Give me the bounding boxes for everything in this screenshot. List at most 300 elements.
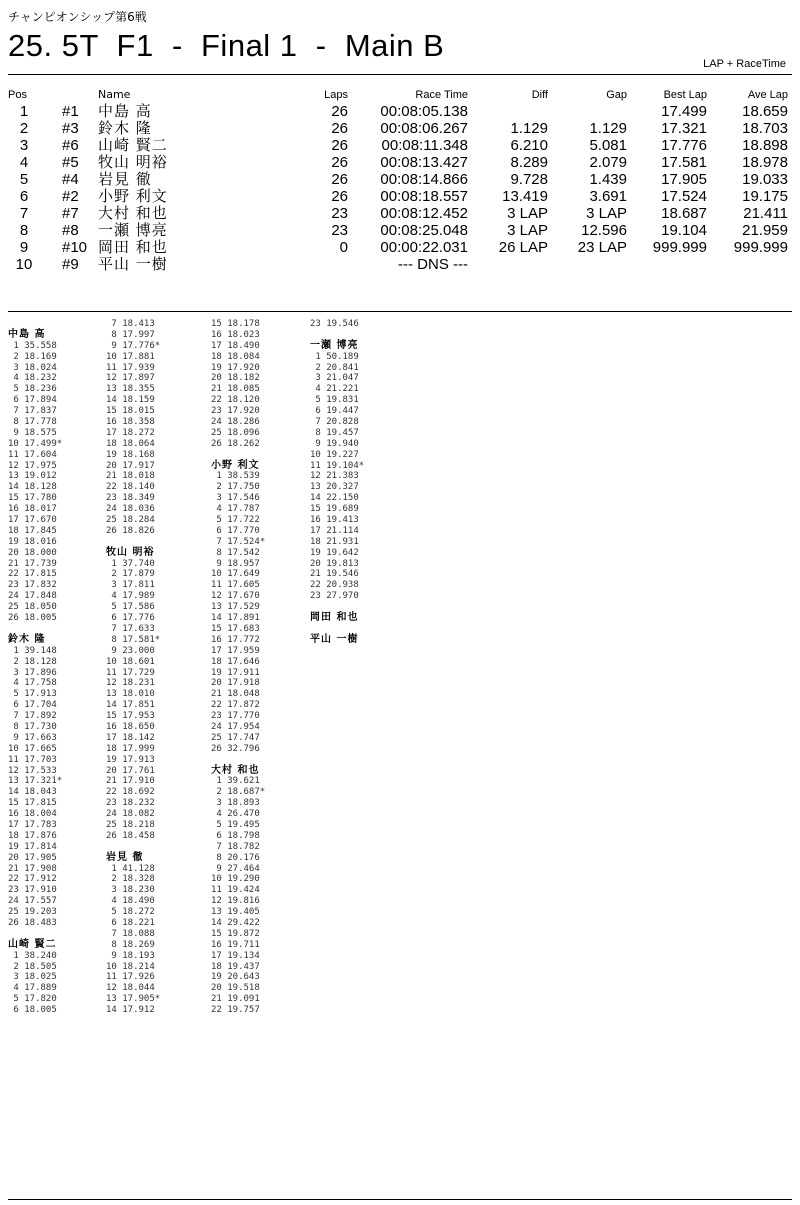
lap-time-entry: 5 17.820 bbox=[8, 994, 57, 1005]
lap-time-entry: 5 19.831 bbox=[310, 395, 359, 406]
lap-time-entry: 18 17.646 bbox=[211, 656, 260, 667]
result-time: 00:08:05.138 bbox=[380, 103, 468, 120]
result-laps: 26 bbox=[331, 103, 348, 120]
result-gap: 23 LAP bbox=[577, 239, 627, 256]
lap-time-entry: 6 17.776 bbox=[106, 613, 155, 624]
result-time: 00:08:11.348 bbox=[381, 137, 468, 154]
lap-time-entry: 1 50.189 bbox=[310, 351, 359, 362]
lap-time-entry: 25 18.096 bbox=[211, 427, 260, 438]
result-gap: 3 LAP bbox=[586, 205, 627, 222]
result-diff: 8.289 bbox=[510, 154, 548, 171]
result-laps: 23 bbox=[331, 222, 348, 239]
result-name: 大村 和也 bbox=[98, 204, 168, 222]
lap-time-entry: 13 17.905* bbox=[106, 994, 161, 1005]
lap-time-entry: 15 17.780 bbox=[8, 493, 57, 504]
lap-time-entry: 19 17.913 bbox=[106, 754, 155, 765]
result-time: 00:08:13.427 bbox=[380, 154, 468, 171]
result-best: 17.581 bbox=[661, 154, 707, 171]
lap-time-entry: 19 19.642 bbox=[310, 547, 359, 558]
lap-time-entry: 25 18.218 bbox=[106, 819, 155, 830]
footer-divider bbox=[8, 1199, 792, 1200]
lap-time-entry: 15 19.872 bbox=[211, 928, 260, 939]
lap-time-entry: 11 17.926 bbox=[106, 972, 155, 983]
lap-time-entry: 13 20.327 bbox=[310, 482, 359, 493]
lap-time-entry: 2 17.879 bbox=[106, 569, 155, 580]
lap-time-entry: 3 17.811 bbox=[106, 580, 155, 591]
lap-time-entry: 4 26.470 bbox=[211, 809, 260, 820]
report-mode-label: LAP + RaceTime bbox=[703, 58, 786, 70]
lap-time-entry: 14 22.150 bbox=[310, 493, 359, 504]
lap-time-entry: 14 18.128 bbox=[8, 482, 57, 493]
lap-time-entry: 10 17.649 bbox=[211, 569, 260, 580]
lap-time-entry: 4 18.232 bbox=[8, 373, 57, 384]
result-gap: 3.691 bbox=[589, 188, 627, 205]
col-bestlap-header: Best Lap bbox=[663, 89, 707, 101]
lap-time-entry: 17 18.490 bbox=[211, 340, 260, 351]
col-pos-header: Pos bbox=[8, 89, 27, 101]
result-pos: 9 bbox=[19, 239, 29, 256]
lap-time-entry: 3 18.024 bbox=[8, 362, 57, 373]
lap-time-entry: 24 18.286 bbox=[211, 417, 260, 428]
result-diff: 13.419 bbox=[502, 188, 548, 205]
lap-time-entry: 5 17.722 bbox=[211, 515, 260, 526]
lap-time-entry: 21 17.910 bbox=[106, 776, 155, 787]
lap-time-entry: 8 18.269 bbox=[106, 939, 155, 950]
lap-time-entry: 25 17.747 bbox=[211, 732, 260, 743]
lap-time-entry: 9 19.940 bbox=[310, 438, 359, 449]
lap-time-entry: 5 17.913 bbox=[8, 689, 57, 700]
lap-time-entry: 1 38.240 bbox=[8, 950, 57, 961]
lap-time-entry: 1 39.148 bbox=[8, 645, 57, 656]
lap-time-entry: 8 19.457 bbox=[310, 427, 359, 438]
lap-time-entry: 1 35.558 bbox=[8, 340, 57, 351]
result-row bbox=[0, 171, 800, 188]
lap-time-entry: 22 19.757 bbox=[211, 1005, 260, 1016]
lap-time-entry: 16 18.650 bbox=[106, 721, 155, 732]
lap-time-entry: 10 19.290 bbox=[211, 874, 260, 885]
results-header-row bbox=[0, 87, 800, 103]
result-row bbox=[0, 137, 800, 154]
result-name: 小野 利文 bbox=[98, 187, 168, 205]
lap-time-entry: 16 18.017 bbox=[8, 504, 57, 515]
lap-time-entry: 17 17.783 bbox=[8, 819, 57, 830]
lap-time-entry: 7 18.782 bbox=[211, 841, 260, 852]
lap-time-entry: 22 17.815 bbox=[8, 569, 57, 580]
result-best: 999.999 bbox=[652, 239, 707, 256]
lap-time-entry: 10 17.881 bbox=[106, 351, 155, 362]
result-laps: 26 bbox=[331, 171, 348, 188]
lap-time-entry: 20 17.918 bbox=[211, 678, 260, 689]
result-best: 17.905 bbox=[661, 171, 707, 188]
result-name: 岩見 徹 bbox=[98, 170, 152, 188]
lap-time-entry: 22 18.692 bbox=[106, 787, 155, 798]
result-ave: 21.411 bbox=[743, 205, 788, 222]
results-table bbox=[0, 87, 800, 273]
result-gap: 2.079 bbox=[589, 154, 627, 171]
lap-time-entry: 3 21.047 bbox=[310, 373, 359, 384]
result-pos: 3 bbox=[19, 137, 29, 154]
lap-time-entry: 7 20.828 bbox=[310, 417, 359, 428]
driver-lap-heading: 大村 和也 bbox=[211, 764, 260, 776]
lap-time-entry: 4 18.490 bbox=[106, 896, 155, 907]
lap-time-entry: 16 19.413 bbox=[310, 515, 359, 526]
lap-time-entry: 20 18.182 bbox=[211, 373, 260, 384]
lap-time-entry: 8 17.581* bbox=[106, 634, 161, 645]
lap-time-entry: 18 21.931 bbox=[310, 536, 359, 547]
lap-time-entry: 15 19.689 bbox=[310, 504, 359, 515]
lap-time-entry: 11 17.703 bbox=[8, 754, 57, 765]
results-divider bbox=[8, 311, 792, 312]
result-best: 17.776 bbox=[661, 137, 707, 154]
result-diff: 1.129 bbox=[510, 120, 548, 137]
result-laps: 26 bbox=[331, 188, 348, 205]
result-best: 17.321 bbox=[661, 120, 707, 137]
result-gap: 1.129 bbox=[589, 120, 627, 137]
result-row bbox=[0, 205, 800, 222]
lap-time-entry: 9 18.957 bbox=[211, 558, 260, 569]
lap-time-entry: 12 18.231 bbox=[106, 678, 155, 689]
lap-time-entry: 26 18.005 bbox=[8, 613, 57, 624]
lap-time-entry: 11 17.729 bbox=[106, 667, 155, 678]
result-diff: 3 LAP bbox=[507, 222, 548, 239]
result-laps: 26 bbox=[331, 154, 348, 171]
lap-time-entry: 3 17.546 bbox=[211, 493, 260, 504]
result-time: --- DNS --- bbox=[398, 256, 468, 273]
page-title: 25. 5T F1 - Final 1 - Main B bbox=[8, 28, 445, 63]
lap-time-entry: 7 17.524* bbox=[211, 536, 266, 547]
result-diff: 6.210 bbox=[510, 137, 548, 154]
lap-time-entry: 13 19.012 bbox=[8, 471, 57, 482]
lap-time-entry: 2 18.687* bbox=[211, 787, 266, 798]
result-ave: 18.898 bbox=[742, 137, 788, 154]
driver-lap-heading: 小野 利文 bbox=[211, 459, 260, 471]
result-time: 00:08:14.866 bbox=[380, 171, 468, 188]
result-no: #1 bbox=[62, 103, 79, 120]
lap-time-entry: 12 17.533 bbox=[8, 765, 57, 776]
lap-time-entry: 18 18.064 bbox=[106, 438, 155, 449]
lap-time-entry: 23 19.546 bbox=[310, 319, 359, 329]
result-no: #9 bbox=[62, 256, 79, 273]
lap-time-entry: 4 21.221 bbox=[310, 384, 359, 395]
result-best: 18.687 bbox=[661, 205, 707, 222]
lap-time-entry: 11 19.104* bbox=[310, 460, 365, 471]
lap-time-entry: 22 17.912 bbox=[8, 874, 57, 885]
lap-time-entry: 4 17.889 bbox=[8, 983, 57, 994]
lap-time-entry: 19 17.814 bbox=[8, 841, 57, 852]
lap-time-entry: 15 18.015 bbox=[106, 406, 155, 417]
lap-time-entry: 17 17.959 bbox=[211, 645, 260, 656]
lap-time-entry: 21 18.018 bbox=[106, 471, 155, 482]
lap-time-entry: 23 18.232 bbox=[106, 798, 155, 809]
lap-time-entry: 18 19.437 bbox=[211, 961, 260, 972]
result-ave: 19.033 bbox=[742, 171, 788, 188]
lap-time-entry: 17 21.114 bbox=[310, 525, 359, 536]
result-no: #10 bbox=[62, 239, 88, 256]
lap-time-entry: 13 17.321* bbox=[8, 776, 63, 787]
lap-time-entry: 22 17.872 bbox=[211, 700, 260, 711]
lap-time-entry: 5 18.236 bbox=[8, 384, 57, 395]
result-time: 00:08:06.267 bbox=[380, 120, 468, 137]
lap-time-entry: 25 18.050 bbox=[8, 602, 57, 613]
lap-time-entry: 10 17.665 bbox=[8, 743, 57, 754]
result-row bbox=[0, 103, 800, 120]
lap-column-4 bbox=[310, 319, 410, 646]
result-best: 17.499 bbox=[661, 103, 707, 120]
result-ave: 19.175 bbox=[742, 188, 788, 205]
result-row bbox=[0, 222, 800, 239]
lap-time-entry: 22 18.120 bbox=[211, 395, 260, 406]
col-diff-header: Diff bbox=[531, 89, 548, 101]
result-diff: 9.728 bbox=[510, 171, 548, 188]
lap-time-entry: 24 17.954 bbox=[211, 721, 260, 732]
lap-time-entry: 25 19.203 bbox=[8, 907, 57, 918]
result-pos: 4 bbox=[19, 154, 29, 171]
lap-time-entry: 24 17.848 bbox=[8, 591, 57, 602]
result-pos: 2 bbox=[19, 120, 29, 137]
lap-time-entry: 10 17.499* bbox=[8, 438, 63, 449]
lap-time-entry: 21 17.739 bbox=[8, 558, 57, 569]
result-time: 00:00:22.031 bbox=[380, 239, 468, 256]
result-pos: 1 bbox=[19, 103, 29, 120]
spacer bbox=[211, 755, 311, 766]
results-body bbox=[0, 103, 800, 273]
col-racetime-header: Race Time bbox=[415, 89, 468, 101]
lap-time-entry: 8 17.542 bbox=[211, 547, 260, 558]
lap-time-entry: 17 19.134 bbox=[211, 950, 260, 961]
result-ave: 21.959 bbox=[742, 222, 788, 239]
lap-time-entry: 1 39.621 bbox=[211, 776, 260, 787]
lap-time-entry: 21 17.908 bbox=[8, 863, 57, 874]
lap-time-entry: 21 18.085 bbox=[211, 384, 260, 395]
lap-time-entry: 12 21.383 bbox=[310, 471, 359, 482]
lap-time-entry: 5 18.272 bbox=[106, 907, 155, 918]
result-ave: 18.659 bbox=[742, 103, 788, 120]
lap-time-entry: 8 20.176 bbox=[211, 852, 260, 863]
lap-time-entry: 20 17.917 bbox=[106, 460, 155, 471]
lap-time-entry: 7 17.837 bbox=[8, 406, 57, 417]
lap-time-entry: 18 17.876 bbox=[8, 830, 57, 841]
spacer bbox=[211, 450, 311, 461]
result-gap: 1.439 bbox=[589, 171, 627, 188]
result-gap: 5.081 bbox=[589, 137, 627, 154]
lap-time-entry: 26 18.262 bbox=[211, 438, 260, 449]
col-avelap-header: Ave Lap bbox=[747, 89, 788, 101]
lap-time-entry: 26 18.458 bbox=[106, 830, 155, 841]
lap-time-entry: 23 17.770 bbox=[211, 711, 260, 722]
result-gap: 12.596 bbox=[581, 222, 627, 239]
lap-time-entry: 15 17.953 bbox=[106, 711, 155, 722]
lap-time-entry: 21 19.546 bbox=[310, 569, 359, 580]
lap-time-entry: 17 17.670 bbox=[8, 515, 57, 526]
lap-time-entry: 16 18.023 bbox=[211, 329, 260, 340]
driver-lap-heading: 中島 高 bbox=[8, 328, 46, 340]
lap-time-entry: 16 18.004 bbox=[8, 809, 57, 820]
lap-time-entry: 5 17.586 bbox=[106, 602, 155, 613]
result-row bbox=[0, 154, 800, 171]
lap-time-entry: 14 18.043 bbox=[8, 787, 57, 798]
lap-time-entry: 11 17.605 bbox=[211, 580, 260, 591]
lap-time-entry: 20 18.000 bbox=[8, 547, 57, 558]
lap-time-entry: 16 18.358 bbox=[106, 417, 155, 428]
result-time: 00:08:18.557 bbox=[380, 188, 468, 205]
lap-time-entry: 6 18.005 bbox=[8, 1005, 57, 1016]
lap-time-entry: 23 27.970 bbox=[310, 591, 359, 602]
driver-lap-heading: 岩見 徹 bbox=[106, 851, 144, 863]
result-row bbox=[0, 188, 800, 205]
result-name: 一瀬 博亮 bbox=[98, 221, 168, 239]
lap-time-entry: 8 17.730 bbox=[8, 721, 57, 732]
lap-time-entry: 9 27.464 bbox=[211, 863, 260, 874]
lap-time-entry: 6 17.770 bbox=[211, 525, 260, 536]
lap-time-entry: 26 18.826 bbox=[106, 525, 155, 536]
result-no: #7 bbox=[62, 205, 79, 222]
lap-time-entry: 10 18.601 bbox=[106, 656, 155, 667]
lap-time-entry: 3 17.896 bbox=[8, 667, 57, 678]
result-best: 17.524 bbox=[661, 188, 707, 205]
lap-time-entry: 19 17.911 bbox=[211, 667, 260, 678]
driver-lap-heading: 鈴木 隆 bbox=[8, 633, 46, 645]
lap-time-entry: 18 17.845 bbox=[8, 525, 57, 536]
result-pos: 8 bbox=[19, 222, 29, 239]
lap-time-entry: 21 19.091 bbox=[211, 994, 260, 1005]
lap-time-entry: 3 18.025 bbox=[8, 972, 57, 983]
lap-time-entry: 24 18.036 bbox=[106, 504, 155, 515]
event-subtitle: チャンピオンシップ第6戦 bbox=[8, 10, 147, 24]
lap-time-entry: 23 17.920 bbox=[211, 406, 260, 417]
lap-time-entry: 4 17.989 bbox=[106, 591, 155, 602]
lap-time-entry: 21 18.048 bbox=[211, 689, 260, 700]
result-ave: 18.703 bbox=[742, 120, 788, 137]
lap-time-entry: 9 23.000 bbox=[106, 645, 155, 656]
lap-time-entry: 1 37.740 bbox=[106, 558, 155, 569]
lap-time-entry: 14 29.422 bbox=[211, 917, 260, 928]
lap-time-entry: 26 18.483 bbox=[8, 917, 57, 928]
lap-time-entry: 2 17.750 bbox=[211, 482, 260, 493]
result-name: 中島 高 bbox=[98, 102, 152, 120]
lap-time-entry: 6 18.221 bbox=[106, 917, 155, 928]
result-pos: 6 bbox=[19, 188, 29, 205]
col-gap-header: Gap bbox=[606, 89, 627, 101]
result-row bbox=[0, 256, 800, 273]
lap-time-entry: 16 19.711 bbox=[211, 939, 260, 950]
lap-time-entry: 6 17.704 bbox=[8, 700, 57, 711]
result-ave: 18.978 bbox=[742, 154, 788, 171]
lap-time-entry: 3 18.230 bbox=[106, 885, 155, 896]
lap-time-entry: 12 17.897 bbox=[106, 373, 155, 384]
lap-time-entry: 22 20.938 bbox=[310, 580, 359, 591]
lap-time-entry: 16 17.772 bbox=[211, 634, 260, 645]
result-name: 山崎 賢二 bbox=[98, 136, 168, 154]
lap-time-entry: 3 18.893 bbox=[211, 798, 260, 809]
lap-time-entry: 11 17.604 bbox=[8, 449, 57, 460]
lap-time-entry: 14 18.159 bbox=[106, 395, 155, 406]
lap-time-entry: 6 19.447 bbox=[310, 406, 359, 417]
driver-lap-heading: 一瀬 博亮 bbox=[310, 339, 359, 351]
driver-lap-heading: 山崎 賢二 bbox=[8, 938, 57, 950]
lap-time-entry: 18 17.999 bbox=[106, 743, 155, 754]
lap-time-entry: 13 18.355 bbox=[106, 384, 155, 395]
lap-time-entry: 15 18.178 bbox=[211, 319, 260, 329]
header-divider bbox=[8, 74, 792, 75]
result-time: 00:08:25.048 bbox=[380, 222, 468, 239]
lap-time-entry: 15 17.815 bbox=[8, 798, 57, 809]
result-pos: 5 bbox=[19, 171, 29, 188]
lap-time-entry: 14 17.891 bbox=[211, 613, 260, 624]
lap-time-entry: 4 17.758 bbox=[8, 678, 57, 689]
result-name: 岡田 和也 bbox=[98, 238, 168, 256]
lap-time-entry: 20 17.761 bbox=[106, 765, 155, 776]
result-row bbox=[0, 239, 800, 256]
lap-time-entry: 24 17.557 bbox=[8, 896, 57, 907]
lap-time-entry: 20 17.905 bbox=[8, 852, 57, 863]
lap-time-entry: 17 18.272 bbox=[106, 427, 155, 438]
lap-time-entry: 24 18.082 bbox=[106, 809, 155, 820]
result-diff: 3 LAP bbox=[507, 205, 548, 222]
lap-time-entry: 19 17.920 bbox=[211, 362, 260, 373]
lap-time-entry: 23 17.832 bbox=[8, 580, 57, 591]
result-name: 鈴木 隆 bbox=[98, 119, 152, 137]
lap-time-entry: 15 17.683 bbox=[211, 623, 260, 634]
lap-time-entry: 6 17.894 bbox=[8, 395, 57, 406]
lap-time-entry: 2 18.505 bbox=[8, 961, 57, 972]
lap-time-entry: 8 17.997 bbox=[106, 329, 155, 340]
lap-time-entry: 2 18.128 bbox=[8, 656, 57, 667]
result-name: 牧山 明裕 bbox=[98, 153, 168, 171]
lap-time-entry: 12 17.975 bbox=[8, 460, 57, 471]
lap-time-entry: 2 20.841 bbox=[310, 362, 359, 373]
result-no: #4 bbox=[62, 171, 79, 188]
result-no: #2 bbox=[62, 188, 79, 205]
result-no: #8 bbox=[62, 222, 79, 239]
result-laps: 0 bbox=[339, 239, 348, 256]
driver-lap-heading: 平山 一樹 bbox=[310, 633, 359, 645]
lap-time-entry: 5 19.495 bbox=[211, 819, 260, 830]
spacer bbox=[106, 842, 206, 853]
result-best: 19.104 bbox=[661, 222, 707, 239]
lap-time-entry: 9 17.663 bbox=[8, 732, 57, 743]
result-ave: 999.999 bbox=[733, 239, 788, 256]
lap-time-entry: 7 17.892 bbox=[8, 711, 57, 722]
lap-time-entry: 17 18.142 bbox=[106, 732, 155, 743]
lap-time-entry: 20 19.518 bbox=[211, 983, 260, 994]
lap-time-entry: 9 17.776* bbox=[106, 340, 161, 351]
lap-time-entry: 18 18.084 bbox=[211, 351, 260, 362]
result-laps: 26 bbox=[331, 120, 348, 137]
lap-time-entry: 25 18.284 bbox=[106, 515, 155, 526]
driver-lap-heading: 岡田 和也 bbox=[310, 612, 359, 624]
result-name: 平山 一樹 bbox=[98, 255, 168, 273]
result-laps: 23 bbox=[331, 205, 348, 222]
result-time: 00:08:12.452 bbox=[380, 205, 468, 222]
lap-time-entry: 9 18.193 bbox=[106, 950, 155, 961]
result-diff: 26 LAP bbox=[498, 239, 548, 256]
lap-time-entry: 22 18.140 bbox=[106, 482, 155, 493]
lap-time-entry: 1 41.128 bbox=[106, 863, 155, 874]
lap-time-entry: 19 18.168 bbox=[106, 449, 155, 460]
lap-time-entry: 8 17.778 bbox=[8, 417, 57, 428]
lap-time-entry: 14 17.851 bbox=[106, 700, 155, 711]
result-no: #5 bbox=[62, 154, 79, 171]
lap-time-entry: 13 19.405 bbox=[211, 907, 260, 918]
lap-time-entry: 19 18.016 bbox=[8, 536, 57, 547]
lap-time-entry: 11 19.424 bbox=[211, 885, 260, 896]
lap-column-2 bbox=[106, 319, 206, 1016]
lap-time-entry: 19 20.643 bbox=[211, 972, 260, 983]
lap-time-entry: 13 17.529 bbox=[211, 602, 260, 613]
lap-time-entry: 23 18.349 bbox=[106, 493, 155, 504]
lap-time-entry: 20 19.813 bbox=[310, 558, 359, 569]
lap-time-entry: 26 32.796 bbox=[211, 743, 260, 754]
